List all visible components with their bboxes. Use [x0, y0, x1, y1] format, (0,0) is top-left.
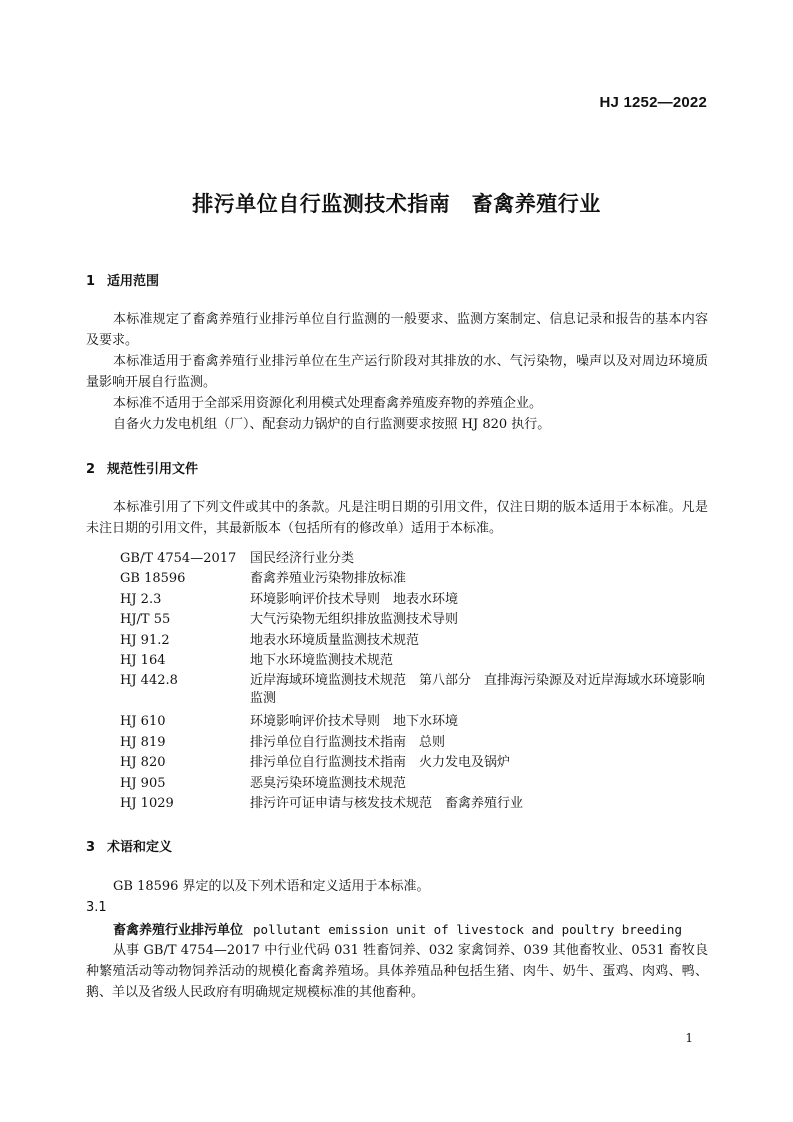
reference-code: HJ 905 — [120, 775, 166, 791]
section-1-title: 适用范围 — [107, 274, 160, 289]
reference-title: 地下水环境监测技术规范 — [250, 652, 394, 668]
section-1-paragraph-3: 本标准不适用于全部采用资源化利用模式处理畜禽养殖废弃物的养殖企业。 — [113, 396, 543, 411]
reference-item — [120, 550, 710, 570]
reference-item — [120, 570, 710, 590]
term-english: pollutant emission unit of livestock and poultry breeding — [253, 922, 682, 937]
reference-item — [120, 672, 710, 713]
reference-code: GB/T 4754—2017 — [120, 551, 237, 566]
section-3-title: 术语和定义 — [107, 840, 173, 855]
section-3-heading — [86, 836, 172, 855]
section-3-number: 3 — [86, 840, 96, 855]
section-1-paragraph-2: 本标准适用于畜禽养殖行业排污单位在生产运行阶段对其排放的水、气污染物，噪声以及对周边环境质量影响开展自行监测。 — [86, 354, 708, 390]
reference-title: 恶臭污染环境监测技术规范 — [250, 775, 407, 791]
reference-code: HJ 164 — [120, 652, 166, 668]
section-3-paragraph-1: GB 18596 界定的以及下列术语和定义适用于本标准。 — [113, 879, 430, 894]
clause-number: 3.1 — [86, 900, 107, 915]
reference-item — [120, 652, 710, 672]
section-2-heading — [86, 458, 198, 477]
section-2-paragraph-1: 本标准引用了下列文件或其中的条款。凡是注明日期的引用文件，仅注日期的版本适用于本标准。凡是未注日期的引用文件，其最新版本（包括所有的修改单）适用于本标准。 — [86, 500, 708, 536]
reference-code: HJ 610 — [120, 714, 166, 730]
reference-title: 排污单位自行监测技术指南 总则 — [250, 734, 446, 750]
reference-code: GB 18596 — [120, 571, 186, 587]
term-definition: 从事 GB/T 4754—2017 中行业代码 031 牲畜饲养、032 家禽饲养、039 其他畜牧业、0531 畜牧良种繁殖活动等动物饲养活动的规模化畜禽养殖场。具体养殖品种包括生猪、肉牛、奶牛、蛋鸡、肉鸡、鸭、鹅、羊以及省级人民政府有明确规定规模标准的其他畜种。 — [86, 943, 708, 1000]
reference-title: 排污单位自行监测技术指南 火力发电及锅炉 — [250, 755, 511, 771]
section-2-title: 规范性引用文件 — [107, 462, 199, 477]
page-number: 1 — [685, 1031, 693, 1045]
reference-title: 环境影响评价技术导则 地下水环境 — [250, 714, 459, 730]
reference-code: HJ 820 — [120, 755, 166, 771]
document-title: 排污单位自行监测技术指南 畜禽养殖行业 — [192, 192, 601, 216]
reference-title: 国民经济行业分类 — [250, 551, 355, 566]
reference-code: HJ/T 55 — [120, 612, 171, 628]
section-1-paragraph-4: 自备火力发电机组（厂）、配套动力锅炉的自行监测要求按照 HJ 820 执行。 — [113, 417, 551, 432]
section-2-number: 2 — [86, 462, 96, 477]
reference-item — [120, 591, 710, 611]
reference-item — [120, 795, 710, 815]
section-1-paragraph-1: 本标准规定了畜禽养殖行业排污单位自行监测的一般要求、监测方案制定、信息记录和报告的基本内容及要求。 — [86, 312, 708, 348]
standard-code: HJ 1252—2022 — [599, 94, 707, 111]
reference-code: HJ 442.8 — [120, 673, 178, 689]
reference-code: HJ 1029 — [120, 795, 174, 811]
term-entry — [113, 919, 682, 938]
reference-item — [120, 734, 710, 754]
reference-title: 大气污染物无组织排放监测技术导则 — [250, 612, 459, 628]
reference-title: 畜禽养殖业污染物排放标准 — [250, 571, 407, 587]
section-1-number: 1 — [86, 274, 96, 289]
reference-item — [120, 713, 710, 733]
term-chinese: 畜禽养殖行业排污单位 — [113, 923, 244, 938]
reference-code: HJ 2.3 — [120, 591, 162, 607]
reference-item — [120, 775, 710, 795]
reference-item — [120, 754, 710, 774]
reference-code: HJ 91.2 — [120, 632, 170, 648]
reference-code: HJ 819 — [120, 734, 166, 750]
reference-list — [120, 550, 710, 815]
reference-title: 近岸海域环境监测技术规范 第八部分 直排海污染源及对近岸海域水环境影响监测 — [250, 673, 706, 707]
reference-title: 地表水环境质量监测技术规范 — [250, 632, 420, 648]
reference-title: 环境影响评价技术导则 地表水环境 — [250, 591, 459, 607]
reference-item — [120, 632, 710, 652]
section-1-heading — [86, 270, 159, 289]
reference-title: 排污许可证申请与核发技术规范 畜禽养殖行业 — [250, 795, 524, 811]
reference-item — [120, 611, 710, 631]
